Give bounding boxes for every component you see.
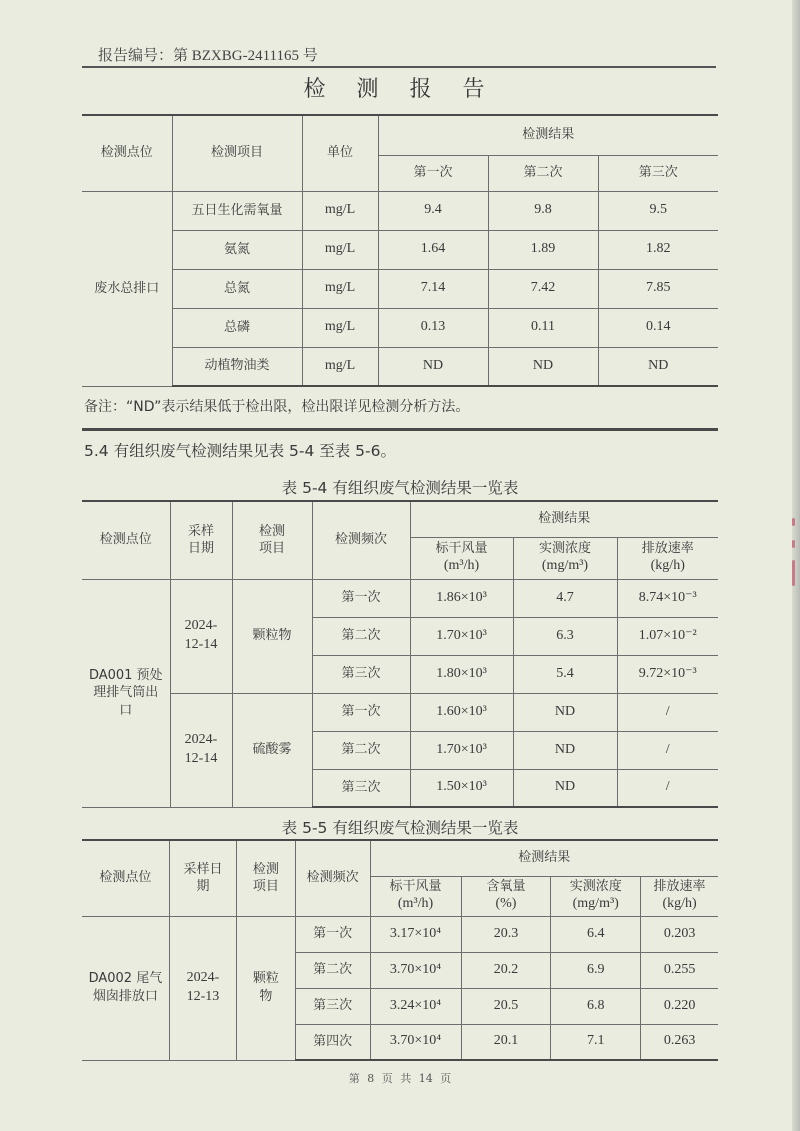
flow-cell: 1.86×10³ xyxy=(410,579,513,617)
oxygen-cell: 20.2 xyxy=(461,952,551,988)
value-cell: 1.82 xyxy=(598,230,718,269)
oxygen-cell: 20.3 xyxy=(461,916,551,952)
wastewater-results-table xyxy=(82,114,718,387)
flow-cell: 3.70×10⁴ xyxy=(370,1024,461,1060)
unit-cell: mg/L xyxy=(302,308,378,347)
header-item: 检测项目 xyxy=(232,501,312,579)
page-number: 第 8 页 共 14 页 xyxy=(348,1072,452,1085)
conc-cell: 5.4 xyxy=(513,655,617,693)
table-row xyxy=(82,230,718,269)
flow-cell: 3.70×10⁴ xyxy=(370,952,461,988)
value-cell: ND xyxy=(598,347,718,386)
date-cell: 2024-12-14 xyxy=(170,579,232,693)
table-row xyxy=(82,916,718,952)
oxygen-cell: 20.1 xyxy=(461,1024,551,1060)
freq-cell: 第二次 xyxy=(312,617,410,655)
item-cell: 氨氮 xyxy=(172,230,302,269)
header-run1: 第一次 xyxy=(378,155,488,191)
table-5-5-caption: 表 5-5 有组织废气检测结果一览表 xyxy=(281,819,519,837)
date-cell: 2024-12-13 xyxy=(169,916,236,1060)
value-cell: 7.85 xyxy=(598,269,718,308)
unit-cell: mg/L xyxy=(302,230,378,269)
table-note: 备注：“ND”表示结果低于检出限，检出限详见检测分析方法。 xyxy=(84,399,470,415)
item-cell: 五日生化需氧量 xyxy=(172,191,302,230)
item-cell: 颗粒物 xyxy=(232,579,312,693)
value-cell: ND xyxy=(378,347,488,386)
flow-cell: 1.70×10³ xyxy=(410,617,513,655)
table-row xyxy=(82,579,718,617)
flow-cell: 1.70×10³ xyxy=(410,731,513,769)
header-oxygen: 含氧量 (%) xyxy=(461,876,551,916)
header-divider xyxy=(82,66,716,68)
note-divider xyxy=(82,428,718,431)
table-row xyxy=(82,347,718,386)
unit-cell: mg/L xyxy=(302,191,378,230)
rate-cell: 0.203 xyxy=(641,916,718,952)
rate-cell: 8.74×10⁻³ xyxy=(617,579,718,617)
header-point: 检测点位 xyxy=(82,501,170,579)
header-run3: 第三次 xyxy=(598,155,718,191)
header-conc: 实测浓度 (mg/m³) xyxy=(513,537,617,579)
header-point: 检测点位 xyxy=(82,840,169,916)
conc-cell: 7.1 xyxy=(551,1024,641,1060)
flow-cell: 1.80×10³ xyxy=(410,655,513,693)
header-freq: 检测频次 xyxy=(295,840,370,916)
value-cell: 7.42 xyxy=(488,269,598,308)
date-cell: 2024-12-14 xyxy=(170,693,232,807)
header-rate: 排放速率 (kg/h) xyxy=(617,537,718,579)
value-cell: 0.13 xyxy=(378,308,488,347)
header-flow: 标干风量 (m³/h) xyxy=(370,876,461,916)
table-5-4-caption: 表 5-4 有组织废气检测结果一览表 xyxy=(281,479,519,497)
freq-cell: 第一次 xyxy=(312,579,410,617)
table-row xyxy=(82,693,718,731)
oxygen-cell: 20.5 xyxy=(461,988,551,1024)
unit-cell: mg/L xyxy=(302,269,378,308)
header-date: 采样日期 xyxy=(170,501,232,579)
rate-cell: / xyxy=(617,693,718,731)
header-item: 检测项目 xyxy=(237,840,296,916)
item-cell: 总磷 xyxy=(172,308,302,347)
table-row xyxy=(82,269,718,308)
table-5-5 xyxy=(82,839,718,1061)
table-row xyxy=(82,308,718,347)
rate-cell: 0.263 xyxy=(641,1024,718,1060)
freq-cell: 第一次 xyxy=(295,916,370,952)
rate-cell: / xyxy=(617,769,718,807)
freq-cell: 第三次 xyxy=(312,769,410,807)
point-cell: 废水总排口 xyxy=(82,191,172,386)
flow-cell: 3.24×10⁴ xyxy=(370,988,461,1024)
seal-mark xyxy=(792,540,795,548)
value-cell: 0.11 xyxy=(488,308,598,347)
header-item: 检测项目 xyxy=(172,115,302,191)
table-row xyxy=(82,191,718,230)
header-unit: 单位 xyxy=(302,115,378,191)
section-heading: 5.4 有组织废气检测结果见表 5-4 至表 5-6。 xyxy=(84,442,396,460)
header-conc: 实测浓度 (mg/m³) xyxy=(551,876,641,916)
freq-cell: 第三次 xyxy=(295,988,370,1024)
header-result: 检测结果 xyxy=(370,840,718,876)
document-title: 检 测 报 告 xyxy=(303,77,497,102)
item-cell: 动植物油类 xyxy=(172,347,302,386)
table-5-4 xyxy=(82,500,718,808)
freq-cell: 第一次 xyxy=(312,693,410,731)
conc-cell: 6.3 xyxy=(513,617,617,655)
point-cell: DA002 尾气烟囱排放口 xyxy=(82,916,169,1060)
flow-cell: 1.60×10³ xyxy=(410,693,513,731)
seal-mark xyxy=(792,518,795,526)
conc-cell: 6.9 xyxy=(551,952,641,988)
value-cell: 1.89 xyxy=(488,230,598,269)
value-cell: 9.4 xyxy=(378,191,488,230)
item-cell: 颗粒物 xyxy=(237,916,296,1060)
value-cell: 0.14 xyxy=(598,308,718,347)
value-cell: 9.8 xyxy=(488,191,598,230)
item-cell: 硫酸雾 xyxy=(232,693,312,807)
rate-cell: 9.72×10⁻³ xyxy=(617,655,718,693)
header-result: 检测结果 xyxy=(410,501,718,537)
conc-cell: 4.7 xyxy=(513,579,617,617)
unit-cell: mg/L xyxy=(302,347,378,386)
rate-cell: 1.07×10⁻² xyxy=(617,617,718,655)
value-cell: 7.14 xyxy=(378,269,488,308)
value-cell: ND xyxy=(488,347,598,386)
conc-cell: 6.4 xyxy=(551,916,641,952)
value-cell: 9.5 xyxy=(598,191,718,230)
conc-cell: 6.8 xyxy=(551,988,641,1024)
seal-mark xyxy=(792,560,795,586)
header-rate: 排放速率 (kg/h) xyxy=(641,876,718,916)
rate-cell: 0.255 xyxy=(641,952,718,988)
header-result: 检测结果 xyxy=(378,115,718,155)
report-number: 报告编号：第 BZXBG-2411165 号 xyxy=(98,48,318,64)
rate-cell: 0.220 xyxy=(641,988,718,1024)
item-cell: 总氮 xyxy=(172,269,302,308)
freq-cell: 第四次 xyxy=(295,1024,370,1060)
rate-cell: / xyxy=(617,731,718,769)
header-run2: 第二次 xyxy=(488,155,598,191)
freq-cell: 第三次 xyxy=(312,655,410,693)
conc-cell: ND xyxy=(513,731,617,769)
conc-cell: ND xyxy=(513,693,617,731)
header-freq: 检测频次 xyxy=(312,501,410,579)
conc-cell: ND xyxy=(513,769,617,807)
header-point: 检测点位 xyxy=(82,115,172,191)
value-cell: 1.64 xyxy=(378,230,488,269)
freq-cell: 第二次 xyxy=(312,731,410,769)
freq-cell: 第二次 xyxy=(295,952,370,988)
point-cell: DA001 预处理排气筒出口 xyxy=(82,579,170,807)
header-date: 采样日期 xyxy=(169,840,236,916)
flow-cell: 3.17×10⁴ xyxy=(370,916,461,952)
flow-cell: 1.50×10³ xyxy=(410,769,513,807)
header-flow: 标干风量 (m³/h) xyxy=(410,537,513,579)
